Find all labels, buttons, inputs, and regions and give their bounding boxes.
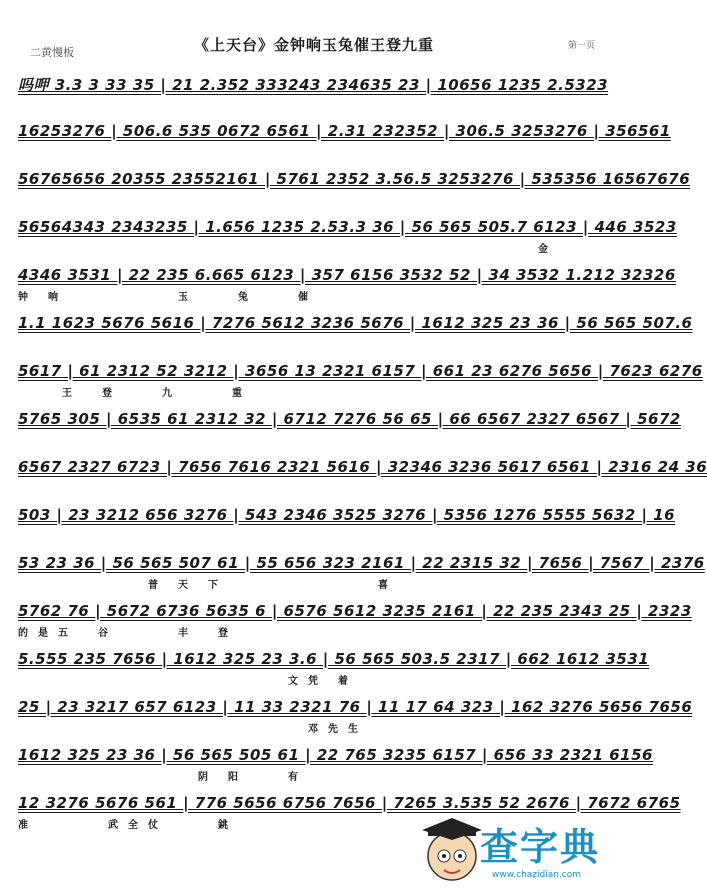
- notation-line: 4346 3531 | 22 235 6.665 6123 | 357 6156 3532 52 | 34 3532 1.212 32326: [18, 266, 676, 284]
- score-line-4: [18, 206, 677, 255]
- score-line-6: [18, 302, 693, 350]
- score-line-8: [18, 398, 681, 446]
- score-body: [18, 62, 707, 831]
- score-line-3: [18, 158, 691, 206]
- lyric-line: 文 凭 着: [18, 676, 348, 687]
- notation-line: 53 23 36 | 56 565 507 61 | 55 656 323 2161 | 22 2315 32 | 7656 | 7567 | 2376: [18, 554, 705, 572]
- score-line-10: [18, 494, 676, 542]
- score-line-12: [18, 590, 692, 639]
- notation-line: 5765 305 | 6535 61 2312 32 | 6712 7276 56 65 | 66 6567 2327 6567 | 5672: [18, 410, 681, 428]
- score-line-15: [18, 734, 653, 783]
- notation-line: 12 3276 5676 561 | 776 5656 6756 7656 | 7265 3.535 52 2676 | 7672 6765: [18, 794, 681, 812]
- lyric-line: 邓 先 生: [198, 724, 358, 735]
- notation-line: 16253276 | 506.6 535 0672 6561 | 2.31 232352 | 306.5 3253276 | 356561: [18, 122, 671, 140]
- score-line-9: [18, 446, 707, 494]
- notation-line: 503 | 23 3212 656 3276 | 543 2346 3525 3276 | 5356 1276 5555 5632 | 16: [18, 506, 676, 524]
- lyric-line: 钟 响 玉 兔 催: [18, 292, 308, 303]
- score-line-13: [18, 638, 650, 687]
- page-number: 第一页: [568, 41, 596, 51]
- notation-line: 5762 76 | 5672 6736 5635 6 | 6576 5612 3235 2161 | 22 235 2343 25 | 2323: [18, 602, 692, 620]
- score-line-2: [18, 110, 671, 158]
- logo-wordmark: 查字典: [480, 825, 601, 869]
- lyric-line: 阴 阳 有: [18, 772, 298, 783]
- lyric-line: 王 登 九 重: [62, 388, 242, 399]
- lyric-line: 准 武 全 仗 銚: [18, 820, 228, 831]
- header-left-label: 二黄慢板: [30, 46, 74, 59]
- notation-line: 25 | 23 3217 657 6123 | 11 33 2321 76 | 11 17 64 323 | 162 3276 5656 7656: [18, 698, 693, 716]
- score-line-14: [18, 686, 693, 735]
- score-line-1: [18, 62, 618, 110]
- lyric-line: 的 是 五 谷 丰 登: [18, 628, 228, 639]
- notation-line: 56765656 20355 23552161 | 5761 2352 3.56.5 3253276 | 535356 16567676: [18, 170, 691, 188]
- notation-line: 1.1 1623 5676 5616 | 7276 5612 3236 5676 | 1612 325 23 36 | 56 565 507.6: [18, 314, 693, 332]
- notation-line: 5.555 235 7656 | 1612 325 23 3.6 | 56 565 503.5 2317 | 662 1612 3531: [18, 650, 650, 668]
- notation-line: 1612 325 23 36 | 56 565 505 61 | 22 765 3235 6157 | 656 33 2321 6156: [18, 746, 653, 764]
- score-line-11: [18, 542, 705, 591]
- logo-url: www.chazidian.com: [492, 870, 582, 880]
- notation-line: 56564343 2343235 | 1.656 1235 2.53.3 36 | 56 565 505.7 6123 | 446 3523: [18, 218, 677, 236]
- site-logo: [420, 812, 620, 890]
- lyric-line: 普 天 下 喜: [18, 580, 388, 591]
- lyric-line: 金: [538, 244, 548, 255]
- notation-line: 吗呷 3.3 3 33 35 | 21 2.352 333243 234635 23 | 10656 1235 2.5323: [18, 76, 609, 94]
- score-line-7: [18, 350, 703, 399]
- notation-line: 5617 | 61 2312 52 3212 | 3656 13 2321 6157 | 661 23 6276 5656 | 7623 6276: [18, 362, 703, 380]
- page-title: 《上天台》金钟响玉兔催王登九重: [193, 36, 434, 54]
- notation-line: 6567 2327 6723 | 7656 7616 2321 5616 | 32346 3236 5617 6561 | 2316 24 36: [18, 458, 707, 476]
- score-line-5: [18, 254, 676, 303]
